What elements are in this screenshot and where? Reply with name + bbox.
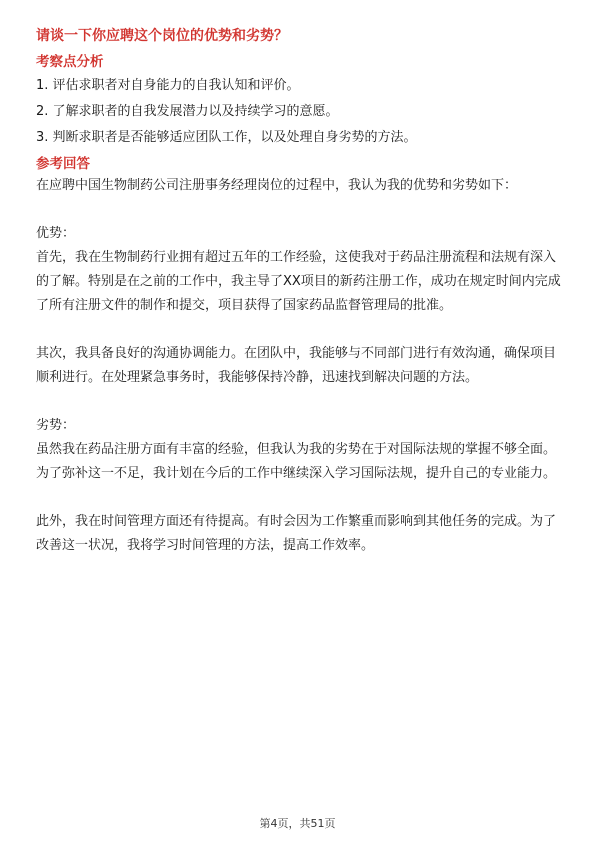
list-item: 3. 判断求职者是否能够适应团队工作，以及处理自身劣势的方法。 xyxy=(36,130,417,145)
weakness-paragraph-1: 虽然我在药品注册方面有丰富的经验，但我认为我的劣势在于对国际法规的掌握不够全面。为了弥补这一不足，我计划在今后的工作中继续深入学习国际法规，提升自己的专业能力。 xyxy=(36,442,557,481)
analysis-list xyxy=(36,76,564,148)
spacer xyxy=(36,486,564,510)
list-item: 2. 了解求职者的自我发展潜力以及持续学习的意愿。 xyxy=(36,104,339,119)
weaknesses-label: 劣势： xyxy=(36,418,76,433)
answer-title: 参考回答 xyxy=(36,156,90,172)
analysis-title: 考察点分析 xyxy=(36,54,104,70)
spacer xyxy=(36,390,564,414)
weakness-paragraph-2: 此外，我在时间管理方面还有待提高。有时会因为工作繁重而影响到其他任务的完成。为了改善这一状况，我将学习时间管理的方法，提高工作效率。 xyxy=(36,514,557,553)
spacer xyxy=(36,318,564,342)
strength-paragraph-2: 其次，我具备良好的沟通协调能力。在团队中，我能够与不同部门进行有效沟通，确保项目顺利进行。在处理紧急事务时，我能够保持冷静，迅速找到解决问题的方法。 xyxy=(36,346,557,385)
page-number: 第4页，共51页 xyxy=(259,817,336,830)
list-item: 1. 评估求职者对自身能力的自我认知和评价。 xyxy=(36,78,300,93)
spacer xyxy=(36,198,564,222)
answer-intro: 在应聘中国生物制药公司注册事务经理岗位的过程中，我认为我的优势和劣势如下： xyxy=(36,178,518,193)
strength-paragraph-1: 首先，我在生物制药行业拥有超过五年的工作经验，这使我对于药品注册流程和法规有深入的了解。特别是在之前的工作中，我主导了XX项目的新药注册工作，成功在规定时间内完成了所有注册文件的制作和提交，项目获得了国家药品监督管理局的批准。 xyxy=(36,250,561,313)
strengths-label: 优势： xyxy=(36,226,76,241)
question-heading: 请谈一下你应聘这个岗位的优势和劣势？ xyxy=(36,28,288,44)
document-page xyxy=(36,26,564,558)
